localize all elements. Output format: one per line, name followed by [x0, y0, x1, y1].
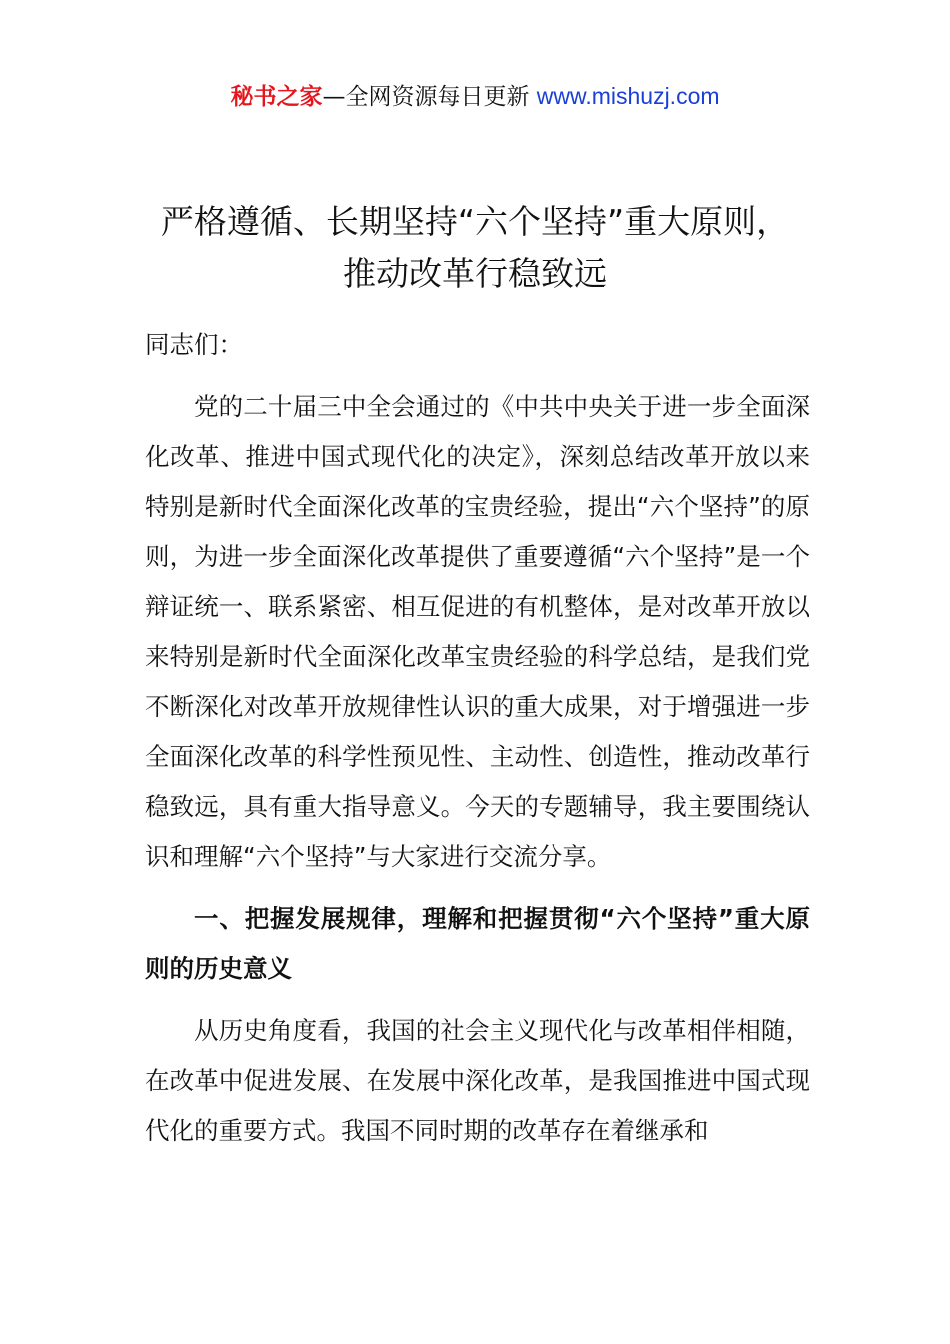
document-title: 严格遵循、长期坚持“六个坚持”重大原则，推动改革行稳致远 — [160, 202, 790, 293]
paragraph-intro: 党的二十届三中全会通过的《中共中央关于进一步全面深化改革、推进中国式现代化的决定》，深刻总结改革开放以来特别是新时代全面深化改革的宝贵经验，提出“六个坚持”的原则，为进一步全面深化改革提供了重要遵循“六个坚持”是一个辩证统一、联系紧密、相互促进的有机整体，是对改革开放以来特别是新时代全面深化改革宝贵经验的科学总结，是我们党不断深化对改革开放规律性认识的重大成果，对于增强进一步全面深化改革的科学性预见性、主动性、创造性，推动改革行稳致远，具有重大指导意义。今天的专题辅导，我主要围绕认识和理解“六个坚持”与大家进行交流分享。 — [145, 392, 810, 871]
section-heading-1: 一、把握发展规律，理解和把握贯彻“六个坚持”重大原则的历史意义 — [145, 904, 810, 983]
document-body — [145, 320, 810, 1156]
site-header — [0, 80, 950, 113]
site-tagline: —全网资源每日更新 — [322, 84, 537, 110]
site-url-link[interactable]: www.mishuzj.com — [536, 83, 720, 109]
paragraph-history: 从历史角度看，我国的社会主义现代化与改革相伴相随，在改革中促进发展、在发展中深化改革，是我国推进中国式现代化的重要方式。我国不同时期的改革存在着继承和 — [145, 1016, 810, 1145]
greeting: 同志们： — [145, 330, 243, 359]
site-brand: 秘书之家 — [230, 84, 323, 110]
